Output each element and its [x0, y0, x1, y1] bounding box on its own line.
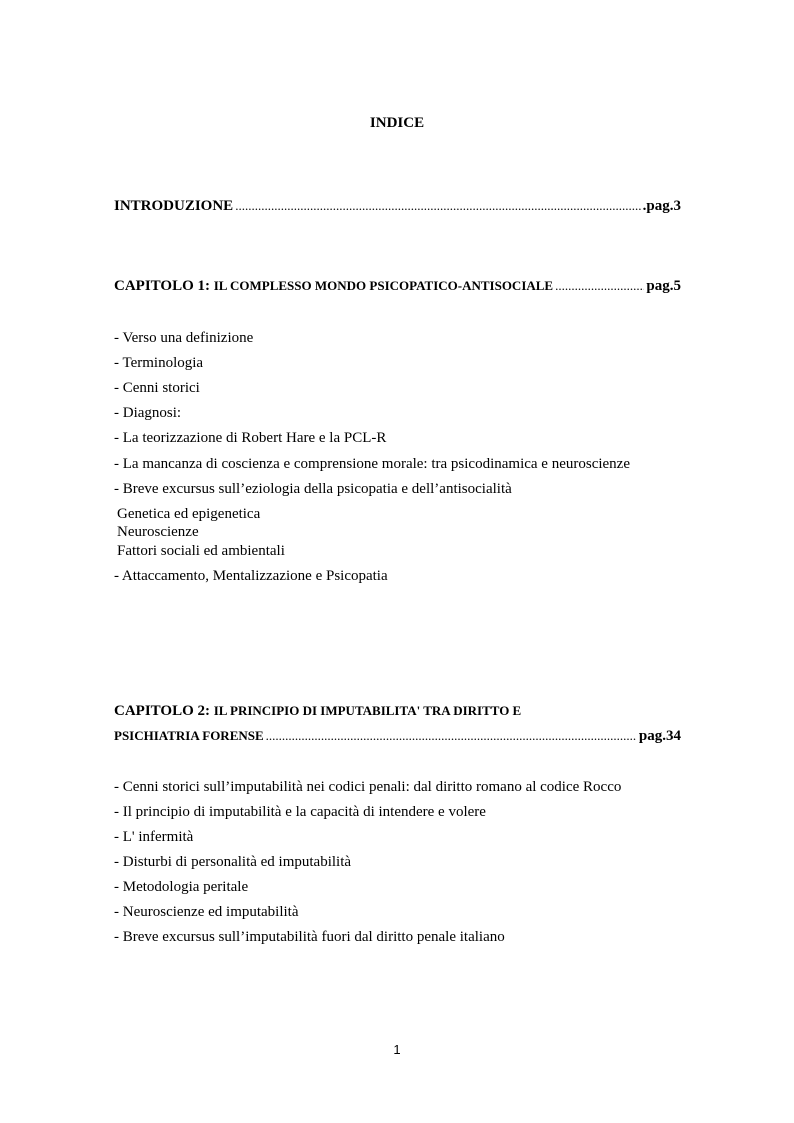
sub-item: Neuroscienze [117, 524, 199, 540]
toc-entry-introduzione[interactable] [114, 198, 681, 215]
toc-page-number: pag.34 [638, 728, 681, 744]
list-item: - Metodologia peritale [114, 879, 249, 895]
toc-page-number: pag.5 [646, 278, 681, 294]
toc-entry-capitolo-2-line2[interactable] [114, 728, 681, 745]
toc-page-number: .pag.3 [642, 198, 681, 214]
sub-item: Fattori sociali ed ambientali [117, 543, 285, 559]
list-item: - Diagnosi: [114, 405, 182, 421]
list-item: - Il principio di imputabilità e la capacità di intendere e volere [114, 804, 486, 820]
sub-item: Genetica ed epigenetica [117, 506, 261, 522]
list-item: - Disturbi di personalità ed imputabilità [114, 854, 352, 870]
list-item: - La mancanza di coscienza e comprensione morale: tra psicodinamica e neuroscienze [114, 456, 630, 472]
toc-entry-label [114, 278, 553, 295]
list-item: - L' infermità [114, 829, 194, 845]
list-item: - Verso una definizione [114, 330, 254, 346]
chapter-title: IL PRINCIPIO DI IMPUTABILITA' TRA DIRITTO E [213, 703, 522, 718]
list-item: - Breve excursus sull’eziologia della psicopatia e dell’antisocialità [114, 481, 512, 497]
dot-leader [266, 728, 637, 744]
toc-entry-label [114, 728, 264, 745]
page-title: INDICE [369, 115, 425, 131]
list-item: - La teorizzazione di Robert Hare e la PCL-R [114, 430, 387, 446]
list-item: - Breve excursus sull’imputabilità fuori dal diritto penale italiano [114, 929, 505, 945]
toc-entry-capitolo-1[interactable] [114, 278, 681, 295]
list-item: - Cenni storici sull’imputabilità nei codici penali: dal diritto romano al codice Rocco [114, 779, 622, 795]
chapter-title-cont: PSICHIATRIA FORENSE [114, 728, 264, 743]
list-item: - Terminologia [114, 355, 204, 371]
list-item: - Attaccamento, Mentalizzazione e Psicopatia [114, 568, 388, 584]
chapter-number: CAPITOLO 1: [114, 278, 210, 294]
list-item: - Cenni storici [114, 380, 200, 396]
chapter-number: CAPITOLO 2: [114, 703, 210, 719]
toc-entry-label: INTRODUZIONE [114, 198, 234, 214]
list-item: - Neuroscienze ed imputabilità [114, 904, 299, 920]
page-number: 1 [393, 1042, 401, 1057]
dot-leader [235, 198, 640, 214]
chapter-title: IL COMPLESSO MONDO PSICOPATICO-ANTISOCIALE [213, 278, 554, 293]
dot-leader [555, 278, 644, 294]
toc-entry-capitolo-2-line1[interactable] [114, 703, 521, 720]
